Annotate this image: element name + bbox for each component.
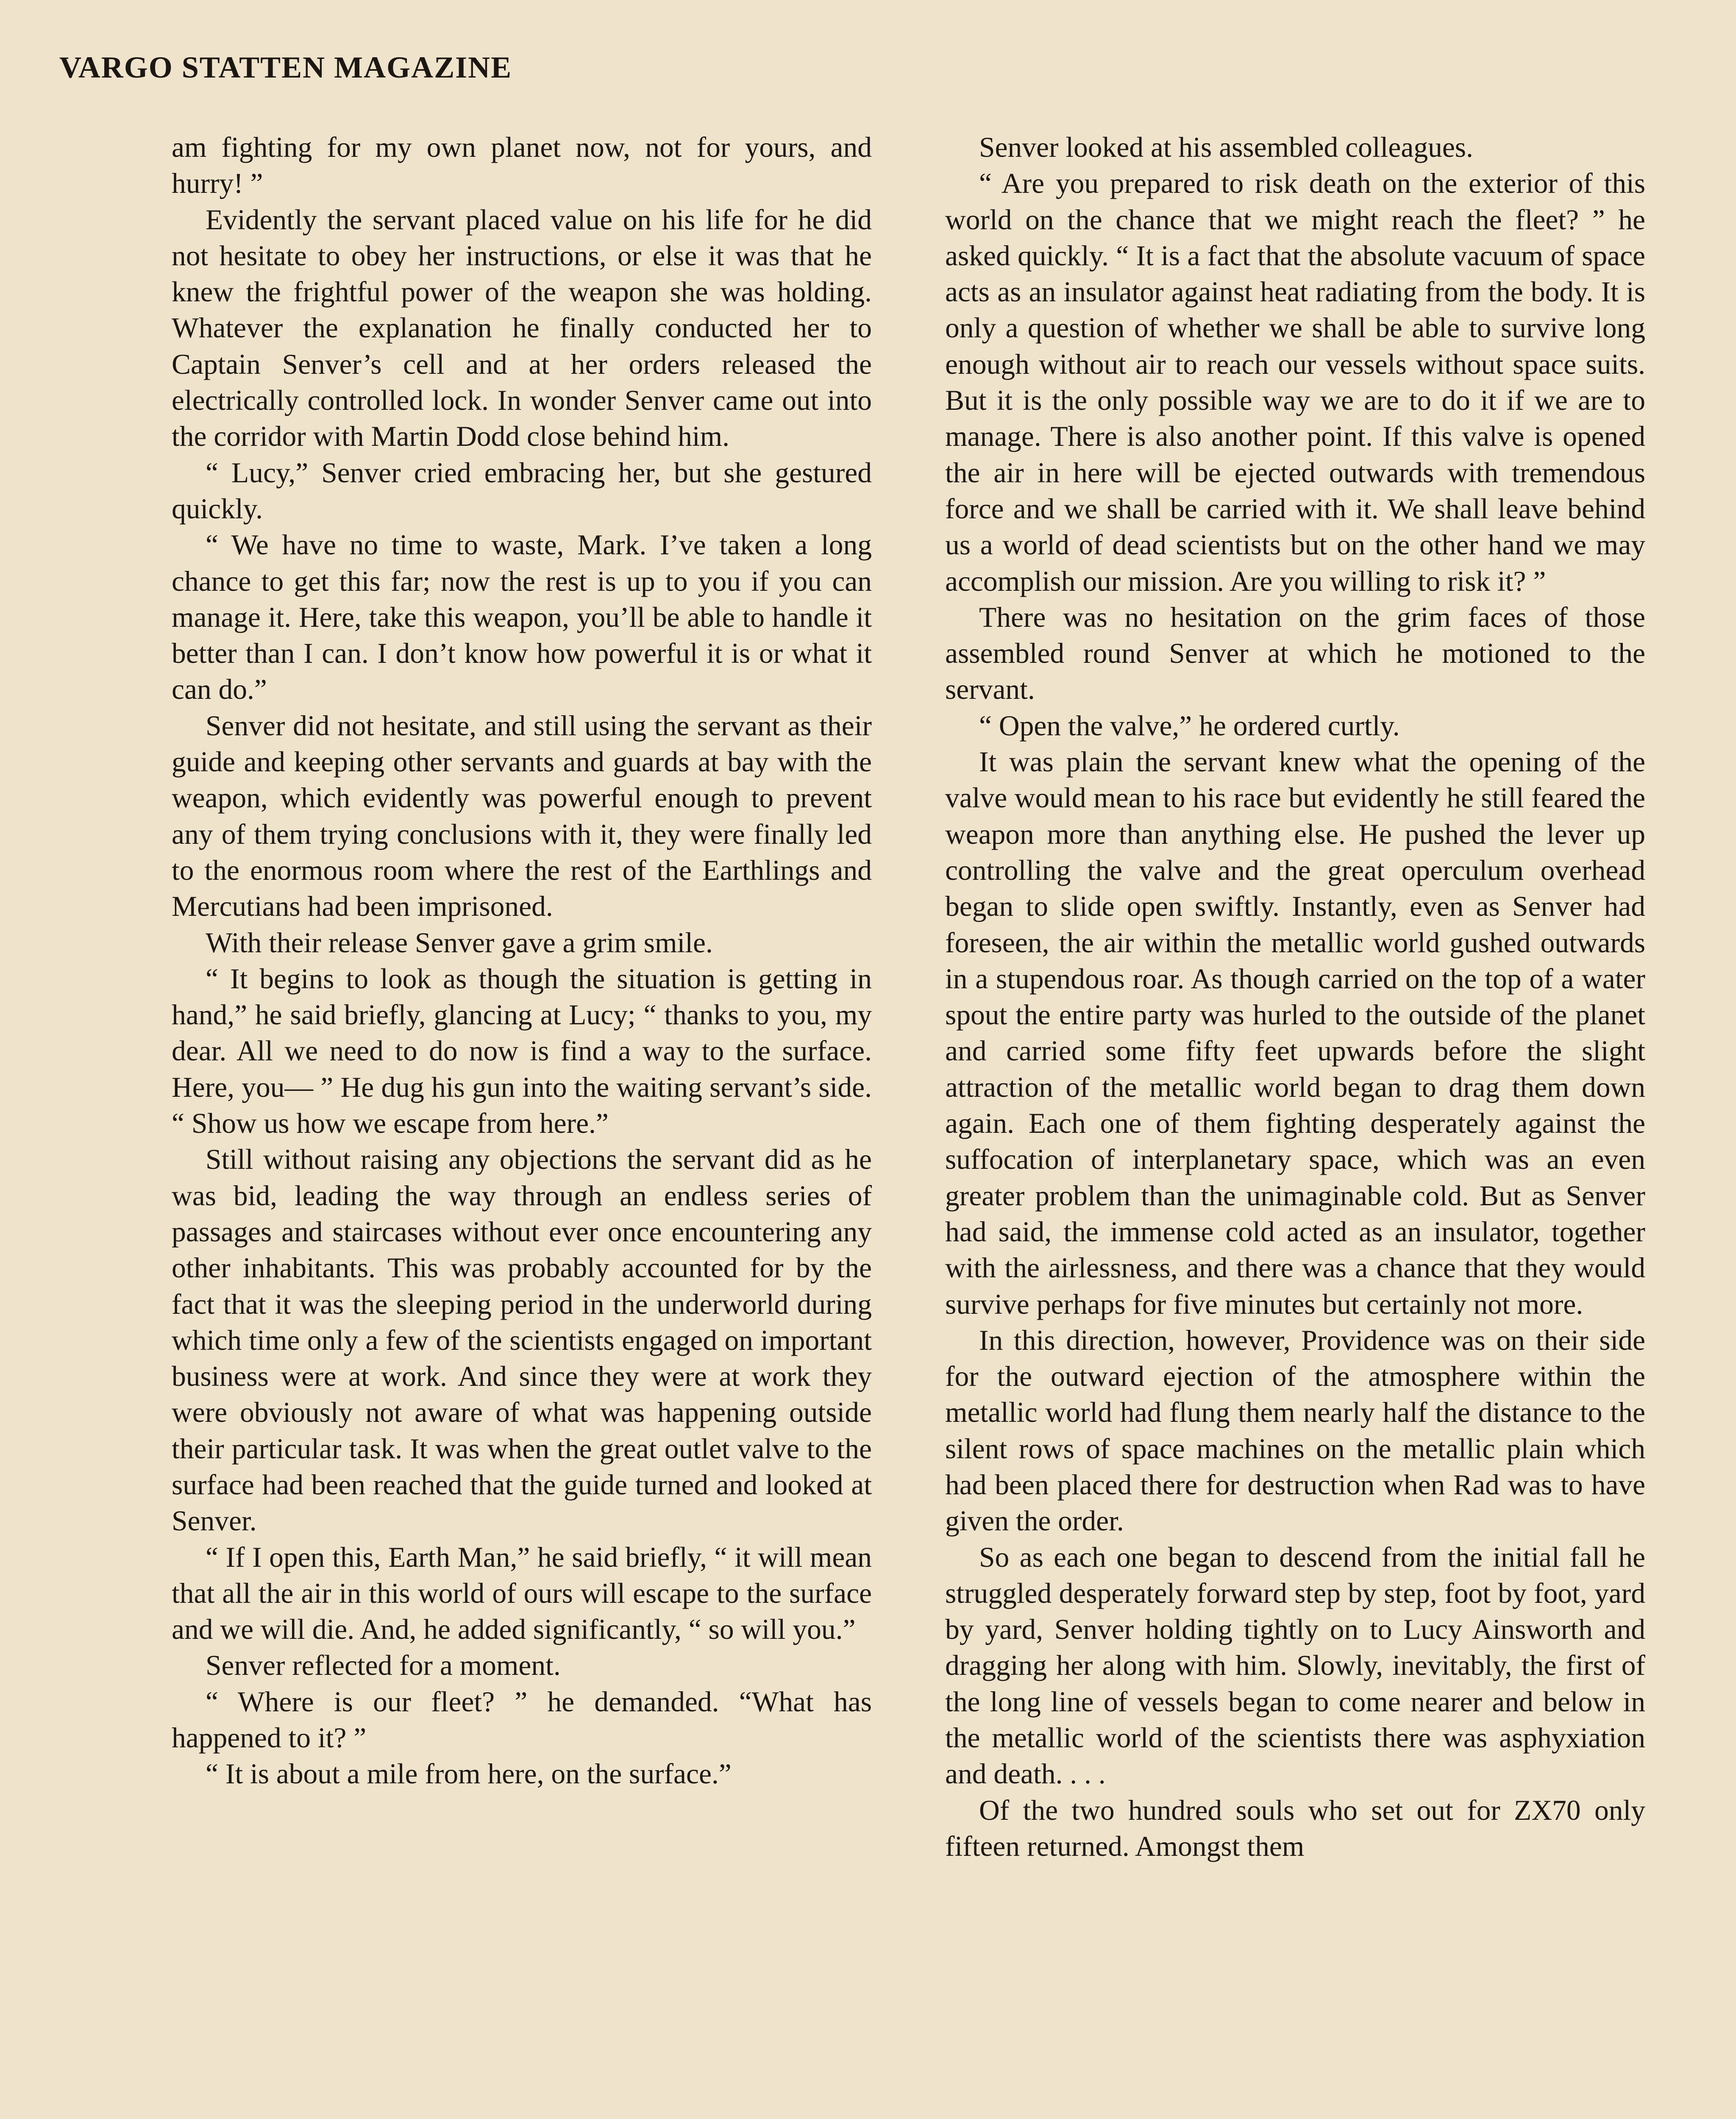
paragraph: So as each one began to descend from the initial fall he struggled desperately forward step by step, foot by foot, yard by yard, Senver holding tightly on to Lucy Ainsworth and dragging her along with him. Slowly, inevitably, the first of the long line of vessels began to come nearer and below in the metallic world of the scientists there was asphyxiation and death. . . . (945, 1541, 1645, 1790)
left-column (172, 129, 872, 2119)
paragraph: “ Open the valve,” he ordered curtly. (979, 709, 1400, 742)
paragraph: Of the two hundred souls who set out for ZX70 only fifteen returned. Amongst them (945, 1794, 1645, 1862)
paragraph: There was no hesitation on the grim faces of those assembled round Senver at which he motioned to the servant. (945, 601, 1645, 706)
paragraph: “ It begins to look as though the situation is getting in hand,” he said briefly, glancing at Lucy; “ thanks to you, my dear. All we need to do now is find a way to the surface. Here, you— ” He dug his gun into the waiting servant’s side. “ Show us how we escape from here.” (172, 962, 872, 1140)
page-title: VARGO STATTEN MAGAZINE (59, 50, 512, 84)
paragraph: “ Lucy,” Senver cried embracing her, but she gestured quickly. (172, 456, 872, 525)
paragraph: In this direction, however, Providence was on their side for the outward ejection of the atmosphere within the metallic world had flung them nearly half the distance to the silent rows of space machines on the metallic plain which had been placed there for destruction when Rad was to have given the order. (945, 1324, 1645, 1537)
paragraph: With their release Senver gave a grim smile. (206, 926, 713, 959)
paragraph: Senver reflected for a moment. (206, 1649, 561, 1682)
paragraph: “ Are you prepared to risk death on the exterior of this world on the chance that we might reach the fleet? ” he asked quickly. “ It is a fact that the absolute vacuum of space acts as an insulator against heat radiating from the body. It is only a question of whether we shall be able to survive long enough without air to reach our vessels without space suits. But it is the only possible way we are to do it if we are to manage. There is also another point. If this valve is opened the air in here will be ejected outwards with tremendous force and we shall be carried with it. We shall leave behind us a world of dead scientists but on the other hand we may accomplish our mission. Are you willing to risk it? ” (945, 167, 1645, 597)
paragraph: Senver looked at his assembled colleagues. (979, 131, 1473, 163)
paragraph: It was plain the servant knew what the opening of the valve would mean to his race but evidently he still feared the weapon more than anything else. He pushed the lever up controlling the valve and the great operculum overhead began to slide open swiftly. Instantly, even as Senver had foreseen, the air within the metallic world gushed outwards in a stupendous roar. As though carried on the top of a water spout the entire party was hurled to the outside of the planet and carried some fifty feet upwards before the slight attraction of the metallic world began to drag them down again. Each one of them fighting desperately against the suffocation of interplanetary space, which was an even greater problem than the unimaginable cold. But as Senver had said, the immense cold acted as an insulator, together with the airlessness, and there was a chance that they would survive perhaps for five minutes but certainly not more. (945, 746, 1645, 1320)
paragraph: “ We have no time to waste, Mark. I’ve taken a long chance to get this far; now the rest is up to you if you can manage it. Here, take this weapon, you’ll be able to handle it better than I can. I don’t know how powerful it is or what it can do.” (172, 529, 872, 706)
paragraph: “ It is about a mile from here, on the surface.” (206, 1758, 732, 1790)
paragraph: “ Where is our fleet? ” he demanded. “What has happened to it? ” (172, 1685, 872, 1754)
paragraph: am fighting for my own planet now, not for yours, and hurry! ” (172, 131, 872, 200)
paragraph: “ If I open this, Earth Man,” he said briefly, “ it will mean that all the air in this world of ours will escape to the surface and we will die. And, he added significantly, “ so will you.” (172, 1541, 872, 1646)
right-column (945, 129, 1645, 2119)
paragraph: Senver did not hesitate, and still using the servant as their guide and keeping other servants and guards at bay with the weapon, which evidently was powerful enough to prevent any of them trying conclusions with it, they were finally led to the enormous room where the rest of the Earthlings and Mercutians had been imprisoned. (172, 709, 872, 923)
paragraph: Still without raising any objections the servant did as he was bid, leading the way through an endless series of passages and staircases without ever once encountering any other inhabitants. This was probably accounted for by the fact that it was the sleeping period in the underworld during which time only a few of the scientists engaged on important business were at work. And since they were at work they were obviously not aware of what was happening outside their particular task. It was when the great outlet valve to the surface had been reached that the guide turned and looked at Senver. (172, 1143, 872, 1537)
paragraph: Evidently the servant placed value on his life for he did not hesitate to obey her instructions, or else it was that he knew the frightful power of the weapon she was holding. Whatever the explanation he finally conducted her to Captain Senver’s cell and at her orders released the electrically controlled lock. In wonder Senver came out into the corridor with Martin Dodd close behind him. (172, 203, 872, 453)
